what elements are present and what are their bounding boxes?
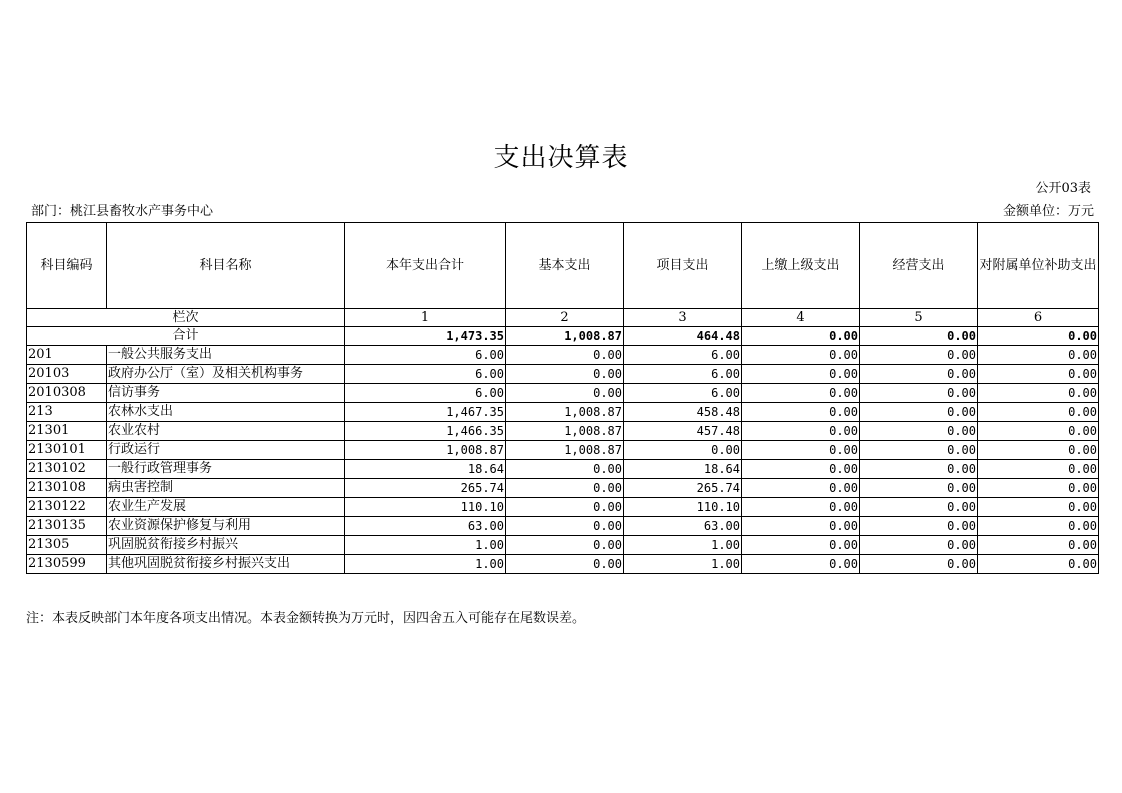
row-value: 0.00	[742, 365, 860, 384]
table-row	[27, 365, 1099, 384]
header-total: 本年支出合计	[345, 223, 506, 309]
row-code: 2130102	[27, 460, 107, 479]
row-value: 0.00	[978, 517, 1099, 536]
header-code: 科目编码	[27, 223, 107, 309]
row-value: 0.00	[742, 498, 860, 517]
row-value: 0.00	[978, 460, 1099, 479]
row-value: 6.00	[345, 365, 506, 384]
table-row	[27, 479, 1099, 498]
row-value: 0.00	[978, 536, 1099, 555]
column-number: 2	[506, 309, 624, 327]
row-value: 0.00	[860, 555, 978, 574]
column-index-row	[27, 309, 1099, 327]
row-value: 1,008.87	[506, 403, 624, 422]
row-value: 1,466.35	[345, 422, 506, 441]
row-value: 0.00	[860, 346, 978, 365]
row-value: 0.00	[860, 517, 978, 536]
row-name: 病虫害控制	[107, 479, 345, 498]
column-number: 1	[345, 309, 506, 327]
row-value: 0.00	[860, 536, 978, 555]
table-row	[27, 498, 1099, 517]
column-number: 3	[624, 309, 742, 327]
row-value: 1,008.87	[506, 441, 624, 460]
row-value: 0.00	[742, 536, 860, 555]
column-number: 6	[978, 309, 1099, 327]
table-row	[27, 460, 1099, 479]
table-row	[27, 384, 1099, 403]
row-value: 0.00	[624, 441, 742, 460]
department-label: 部门：桃江县畜牧水产事务中心	[31, 204, 214, 219]
row-value: 6.00	[624, 384, 742, 403]
header-business: 经营支出	[860, 223, 978, 309]
table-row	[27, 403, 1099, 422]
header-row	[27, 223, 1099, 309]
row-value: 0.00	[978, 422, 1099, 441]
row-value: 0.00	[978, 441, 1099, 460]
row-value: 0.00	[506, 460, 624, 479]
row-value: 0.00	[742, 517, 860, 536]
row-value: 0.00	[742, 403, 860, 422]
row-value: 1,467.35	[345, 403, 506, 422]
row-value: 0.00	[506, 555, 624, 574]
header-name: 科目名称	[107, 223, 345, 309]
row-value: 265.74	[345, 479, 506, 498]
page-title: 支出决算表	[493, 143, 629, 173]
row-value: 0.00	[506, 346, 624, 365]
row-value: 0.00	[860, 422, 978, 441]
row-value: 0.00	[506, 517, 624, 536]
row-value: 0.00	[742, 441, 860, 460]
row-name: 农业农村	[107, 422, 345, 441]
column-number: 4	[742, 309, 860, 327]
row-code: 21305	[27, 536, 107, 555]
table-row	[27, 555, 1099, 574]
row-value: 0.00	[742, 346, 860, 365]
column-index-label: 栏次	[27, 309, 345, 327]
row-value: 265.74	[624, 479, 742, 498]
total-value: 0.00	[860, 327, 978, 346]
expenditure-table	[26, 222, 1099, 574]
row-value: 458.48	[624, 403, 742, 422]
row-code: 2130599	[27, 555, 107, 574]
header-subsidy: 对附属单位补助支出	[978, 223, 1099, 309]
row-value: 0.00	[978, 403, 1099, 422]
row-code: 2130135	[27, 517, 107, 536]
header-project: 项目支出	[624, 223, 742, 309]
row-value: 63.00	[345, 517, 506, 536]
row-name: 行政运行	[107, 441, 345, 460]
row-value: 0.00	[742, 384, 860, 403]
row-code: 21301	[27, 422, 107, 441]
row-value: 0.00	[860, 479, 978, 498]
row-name: 农业生产发展	[107, 498, 345, 517]
row-code: 2130108	[27, 479, 107, 498]
row-name: 农林水支出	[107, 403, 345, 422]
row-value: 1.00	[624, 536, 742, 555]
row-value: 0.00	[742, 422, 860, 441]
row-name: 巩固脱贫衔接乡村振兴	[107, 536, 345, 555]
row-value: 63.00	[624, 517, 742, 536]
row-value: 6.00	[345, 346, 506, 365]
row-value: 0.00	[978, 365, 1099, 384]
row-value: 0.00	[978, 346, 1099, 365]
row-value: 0.00	[860, 384, 978, 403]
row-value: 0.00	[506, 365, 624, 384]
row-value: 6.00	[345, 384, 506, 403]
row-code: 213	[27, 403, 107, 422]
row-value: 1,008.87	[345, 441, 506, 460]
row-name: 其他巩固脱贫衔接乡村振兴支出	[107, 555, 345, 574]
row-value: 0.00	[978, 384, 1099, 403]
row-value: 0.00	[860, 498, 978, 517]
row-value: 1,008.87	[506, 422, 624, 441]
table-row	[27, 346, 1099, 365]
row-value: 457.48	[624, 422, 742, 441]
header-basic: 基本支出	[506, 223, 624, 309]
form-number: 公开03表	[1035, 181, 1091, 196]
row-value: 6.00	[624, 346, 742, 365]
table-row	[27, 441, 1099, 460]
row-name: 政府办公厅（室）及相关机构事务	[107, 365, 345, 384]
row-name: 一般公共服务支出	[107, 346, 345, 365]
row-value: 0.00	[978, 555, 1099, 574]
row-value: 1.00	[345, 536, 506, 555]
row-name: 农业资源保护修复与利用	[107, 517, 345, 536]
row-value: 18.64	[345, 460, 506, 479]
row-value: 6.00	[624, 365, 742, 384]
row-value: 0.00	[860, 460, 978, 479]
total-row	[27, 327, 1099, 346]
row-value: 0.00	[506, 479, 624, 498]
total-value: 0.00	[742, 327, 860, 346]
row-value: 0.00	[860, 441, 978, 460]
row-value: 0.00	[506, 384, 624, 403]
column-number: 5	[860, 309, 978, 327]
header-upper: 上缴上级支出	[742, 223, 860, 309]
amount-unit-label: 金额单位：万元	[1002, 204, 1094, 219]
total-label: 合计	[27, 327, 345, 346]
table-row	[27, 422, 1099, 441]
row-value: 110.10	[624, 498, 742, 517]
row-code: 2130122	[27, 498, 107, 517]
row-code: 2130101	[27, 441, 107, 460]
row-code: 2010308	[27, 384, 107, 403]
row-value: 0.00	[860, 365, 978, 384]
row-name: 一般行政管理事务	[107, 460, 345, 479]
row-code: 201	[27, 346, 107, 365]
table-row	[27, 536, 1099, 555]
row-code: 20103	[27, 365, 107, 384]
row-name: 信访事务	[107, 384, 345, 403]
row-value: 1.00	[345, 555, 506, 574]
total-value: 1,008.87	[506, 327, 624, 346]
row-value: 0.00	[742, 555, 860, 574]
row-value: 0.00	[978, 479, 1099, 498]
footnote: 注：本表反映部门本年度各项支出情况。本表金额转换为万元时，因四舍五入可能存在尾数误差。	[26, 611, 586, 626]
total-value: 464.48	[624, 327, 742, 346]
row-value: 1.00	[624, 555, 742, 574]
total-value: 1,473.35	[345, 327, 506, 346]
row-value: 0.00	[860, 403, 978, 422]
row-value: 110.10	[345, 498, 506, 517]
row-value: 0.00	[742, 479, 860, 498]
row-value: 0.00	[506, 536, 624, 555]
row-value: 18.64	[624, 460, 742, 479]
row-value: 0.00	[506, 498, 624, 517]
total-value: 0.00	[978, 327, 1099, 346]
table-row	[27, 517, 1099, 536]
row-value: 0.00	[978, 498, 1099, 517]
row-value: 0.00	[742, 460, 860, 479]
